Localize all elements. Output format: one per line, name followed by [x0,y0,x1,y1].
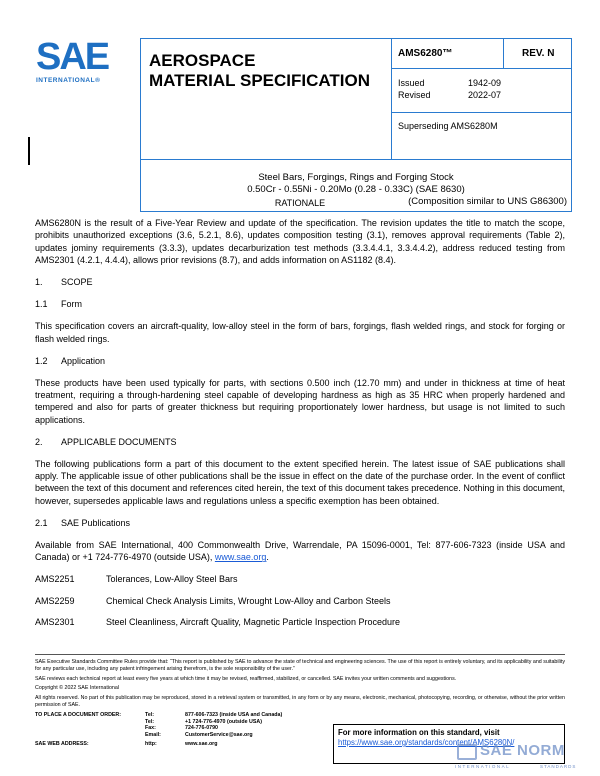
sae-logo [36,38,128,84]
more-info-heading: For more information on this standard, visit [338,728,500,737]
section-title: SAE Publications [61,517,131,528]
logo-letters: SAE [36,36,109,78]
watermark-subtext-right: STANDARDS [540,764,577,769]
section-number: 2.1 [35,517,48,528]
section-2-heading [35,436,565,448]
rationale-text: AMS6280N is the result of a Five-Year Review and update of the specification. The revision updates the title to match the scope, prohibits unauthorized exceptions (3.6, 5.2.1, 8.6), updates composition testing (3.1), removes approval requirements (Table 2), updates jominy requirements (3.3.3), updates decarburization test methods (3.3.4.4.1, 3.3.4.4.2), address reduced testing from AMS2301 (4.2.1, 4.4.4), allows prior revisions (8.7), and adds information on AS1182 (8.4). [35,218,565,265]
document-body [35,195,565,637]
fax-label: Fax: [145,725,156,732]
header-info-box [392,38,572,160]
sae-website-link[interactable]: www.sae.org [214,552,267,563]
watermark-text: SAE NORM [480,742,565,759]
section-1-2-heading [35,355,565,367]
reference-row [35,595,565,607]
section-title: Application [61,355,106,366]
reference-row [35,616,565,628]
title-line-1: AEROSPACE [149,51,256,70]
section-1-1-heading [35,298,565,310]
footer-copyright: Copyright © 2022 SAE International [35,685,119,692]
section-1-heading [35,276,565,288]
section-1-2-text: These products have been used typically for parts, with sections 0.500 inch (12.70 mm) and under in thickness at time of heat treatment, requiring a through-hardening steel capable of developing hardness as high as 35 HRC when properly hardened and tempered and also for parts of greater thickness but requiring proportionately lower hardness, but usage is not limited to such applications. [35,378,565,425]
reference-code: AMS2301 [35,616,75,627]
tel-outside: +1 724-776-4970 (outside USA) [185,718,262,725]
reference-title: Chemical Check Analysis Limits, Wrought Low-Alloy and Carbon Steels [106,595,391,606]
section-number: 1.1 [35,299,48,310]
document-number: AMS6280™ [392,39,504,68]
section-2-1-text [35,539,565,563]
fax-number: 724-776-0790 [185,725,218,732]
reference-code: AMS2259 [35,595,75,606]
http-label: http: [145,740,157,747]
document-type-title [149,51,370,91]
web-label: SAE WEB ADDRESS: [35,740,89,747]
tel-inside: 877-606-7323 (inside USA and Canada) [185,711,283,718]
spec-title-line-1: Steel Bars, Forgings, Rings and Forging Stock [258,172,454,183]
section-title: Form [61,299,82,310]
rationale-heading: RATIONALE [274,198,326,208]
section-number: 1. [35,277,43,288]
footer-review: SAE reviews each technical report at least every five years at which time it may be revised, reaffirmed, stabilized, or cancelled. SAE invites your written comments and suggestions. [35,675,457,682]
tel-label: Tel: [145,711,155,718]
issued-label: Issued [398,78,425,88]
revised-label: Revised [398,90,431,100]
spec-title-line-2: 0.50Cr - 0.55Ni - 0.20Mo (0.28 - 0.33C) (SAE 8630) [247,184,465,195]
reference-title: Steel Cleanliness, Aircraft Quality, Magnetic Particle Inspection Procedure [106,616,400,627]
section-title: SCOPE [61,277,93,288]
availability-text: Available from SAE International, 400 Commonwealth Drive, Warrendale, PA 15096-0001, Tel: 877-606-7323 (inside USA and Canada) or +1 724-776-4970 (outside USA), [35,540,565,563]
footer-rules: SAE Executive Standards Committee Rules provide that: “This report is published by SAE to advance the state of technical and engineering sciences. The use of this report is entirely voluntary, and its applicability and suitability for any particular use, including any patent infringement arising therefrom, is the sole responsibility of the user.” [35,659,565,672]
reference-code: AMS2251 [35,574,75,585]
section-1-1-text: This specification covers an aircraft-quality, low-alloy steel in the form of bars, forgings, flash welded rings, and stock for forging or flash welded rings. [35,321,565,344]
reference-title: Tolerances, Low-Alloy Steel Bars [106,574,238,585]
web-address[interactable]: www.sae.org [185,740,218,747]
tel-label: Tel: [145,718,155,725]
title-line-2: MATERIAL SPECIFICATION [149,71,370,90]
watermark-subtext-left: INTERNATIONAL [455,764,511,769]
revised-value: 2022-07 [468,90,502,100]
section-number: 1.2 [35,355,48,366]
watermark-icon [457,744,477,760]
issued-value: 1942-09 [468,78,502,88]
email-label: Email: [145,732,161,739]
section-title: APPLICABLE DOCUMENTS [61,436,177,447]
header-title-box [140,38,392,160]
section-2-text: The following publications form a part of this document to the extent specified herein. The latest issue of SAE publications shall apply. The applicable issue of other publications shall be the issue in effect on the date of the purchase order. In the event of conflict between the text of this document and references cited herein, the text of this document takes precedence. Nothing in this document, however, supersedes applicable laws and regulations unless a specific exemption has been obtained. [35,459,565,506]
footer-rights: All rights reserved. No part of this publication may be reproduced, stored in a retrieval system or transmitted, in any form or by any means, electronic, mechanical, photocopying, recording, or otherwise, without the prior written permission of SAE. [35,695,565,708]
section-number: 2. [35,436,43,447]
period: . [266,552,269,563]
section-2-1-heading [35,517,565,529]
standard-url-link[interactable]: https://www.sae.org/standards/content/AMS6280N/ [338,738,515,747]
revision-label: REV. N [522,48,555,59]
change-bar [28,137,30,165]
issue-dates [392,69,571,113]
logo-subtext: INTERNATIONAL® [36,77,101,84]
order-label: TO PLACE A DOCUMENT ORDER: [35,711,122,718]
email-address[interactable]: CustomerService@sae.org [185,732,253,739]
reference-row [35,573,565,585]
superseding-note: Superseding AMS6280M [398,121,498,131]
spec-title-line-3: (Composition similar to UNS G86300) [408,196,567,207]
